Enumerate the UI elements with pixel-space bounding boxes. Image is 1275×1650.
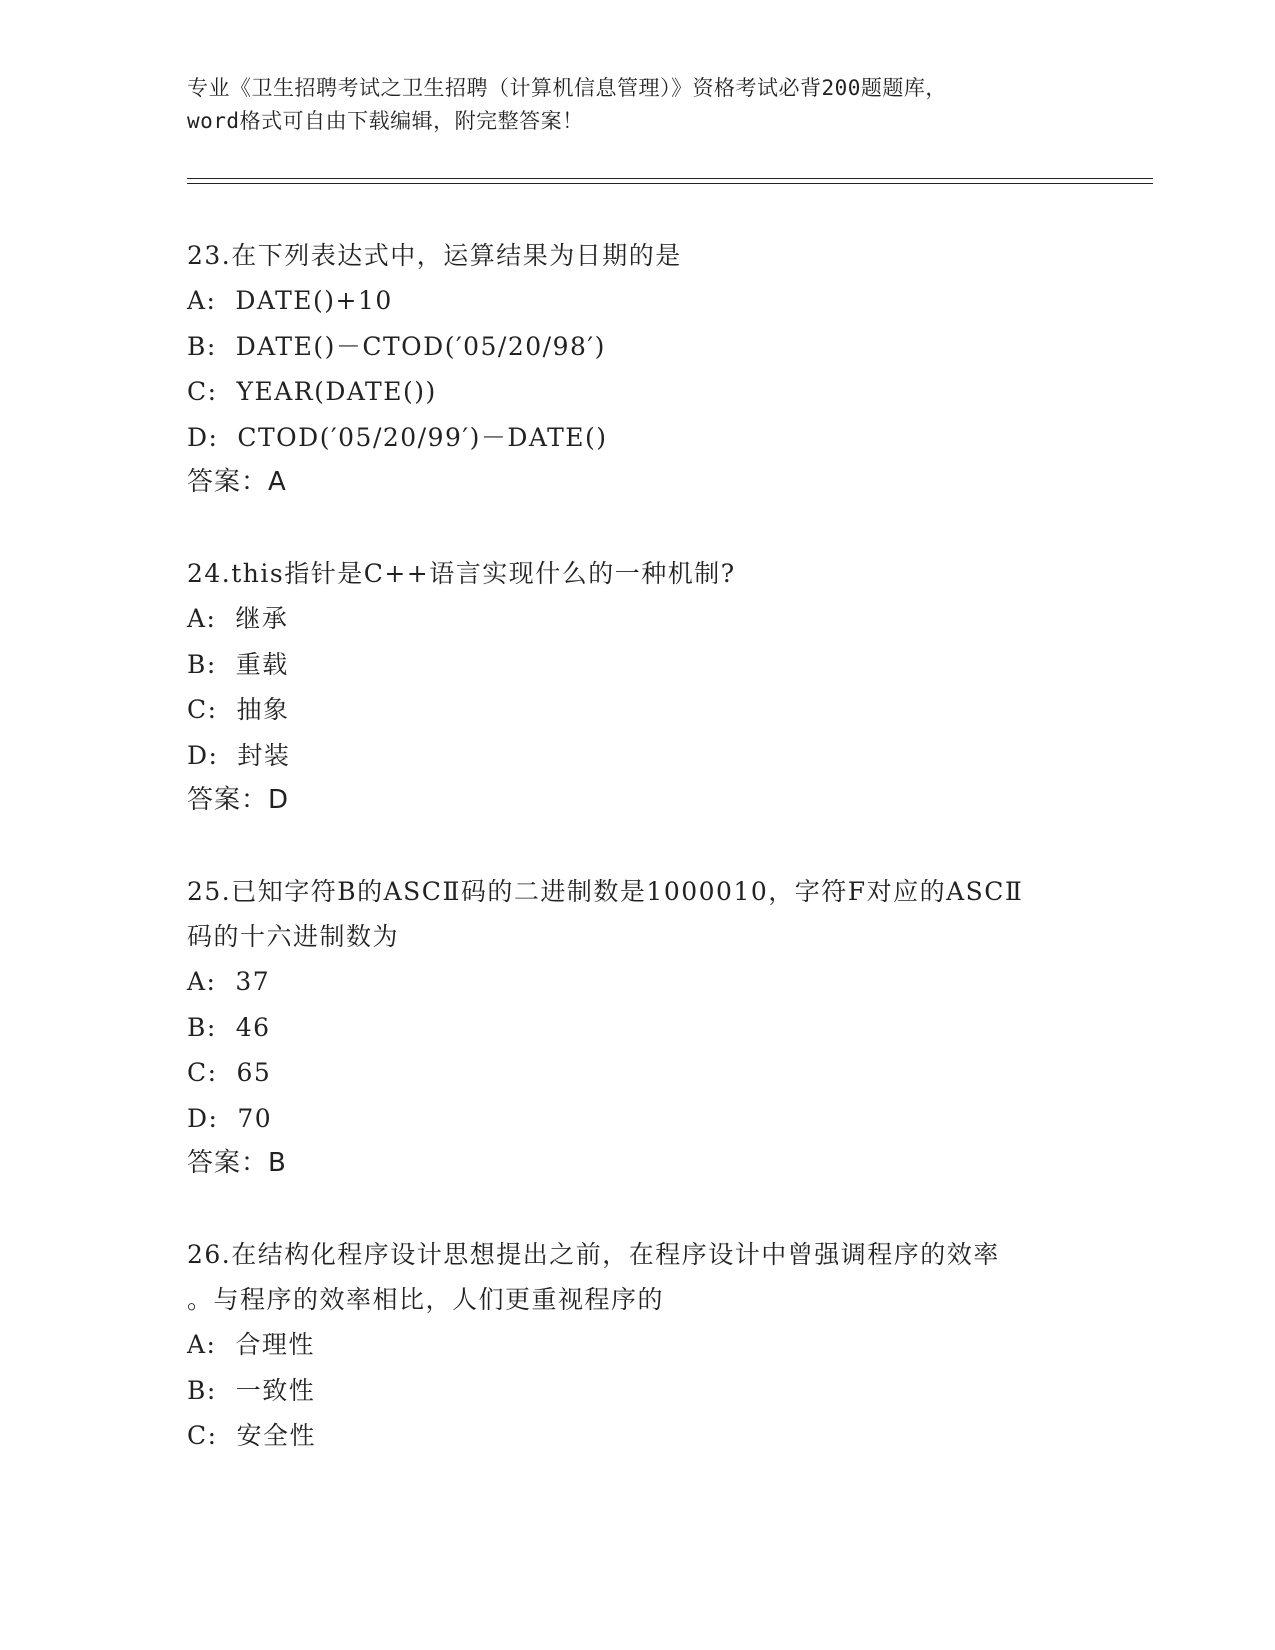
option-a: A: 合理性 xyxy=(187,1330,315,1359)
option-b: B: 46 xyxy=(187,1012,271,1042)
question-23 xyxy=(187,233,1087,505)
option-a: A: 37 xyxy=(187,967,271,996)
header-line-1: 专业《卫生招聘考试之卫生招聘（计算机信息管理）》资格考试必背200题题库， xyxy=(187,76,947,100)
option-d: D: 70 xyxy=(187,1103,273,1133)
question-stem-line-2: 码的十六进制数为 xyxy=(187,922,400,951)
question-stem: 24.this指针是C++语言实现什么的一种机制? xyxy=(187,559,736,588)
option-b: B: DATE()－CTOD(′05/20/98′) xyxy=(187,331,606,361)
header-divider-top xyxy=(187,178,1153,179)
answer-line: 答案：A xyxy=(187,467,287,497)
question-26 xyxy=(187,1232,1087,1459)
option-d: D: 封装 xyxy=(187,740,291,770)
question-stem-line-1: 25.已知字符B的ASCⅡ码的二进制数是1000010，字符F对应的ASCⅡ xyxy=(187,877,1024,906)
document-header xyxy=(187,72,1087,138)
header-divider-bottom xyxy=(187,183,1153,184)
question-stem: 23.在下列表达式中，运算结果为日期的是 xyxy=(187,241,682,270)
question-stem-line-2: 。与程序的效率相比，人们更重视程序的 xyxy=(187,1285,665,1314)
question-25 xyxy=(187,869,1087,1186)
option-b: B: 重载 xyxy=(187,649,289,679)
option-c: C: 抽象 xyxy=(187,695,290,724)
question-stem-line-1: 26.在结构化程序设计思想提出之前，在程序设计中曾强调程序的效率 xyxy=(187,1240,1000,1269)
question-24 xyxy=(187,551,1087,823)
option-a: A: 继承 xyxy=(187,604,289,633)
option-b: B: 一致性 xyxy=(187,1375,316,1405)
answer-line: 答案：D xyxy=(187,785,290,815)
answer-line: 答案：B xyxy=(187,1148,287,1178)
option-d: D: CTOD(′05/20/99′)－DATE() xyxy=(187,422,608,452)
option-c: C: YEAR(DATE()) xyxy=(187,377,437,406)
option-a: A: DATE()+10 xyxy=(187,286,393,315)
option-c: C: 65 xyxy=(187,1058,272,1087)
option-c: C: 安全性 xyxy=(187,1421,316,1450)
header-line-2: word格式可自由下载编辑，附完整答案！ xyxy=(187,109,584,133)
question-list xyxy=(187,233,1087,1505)
